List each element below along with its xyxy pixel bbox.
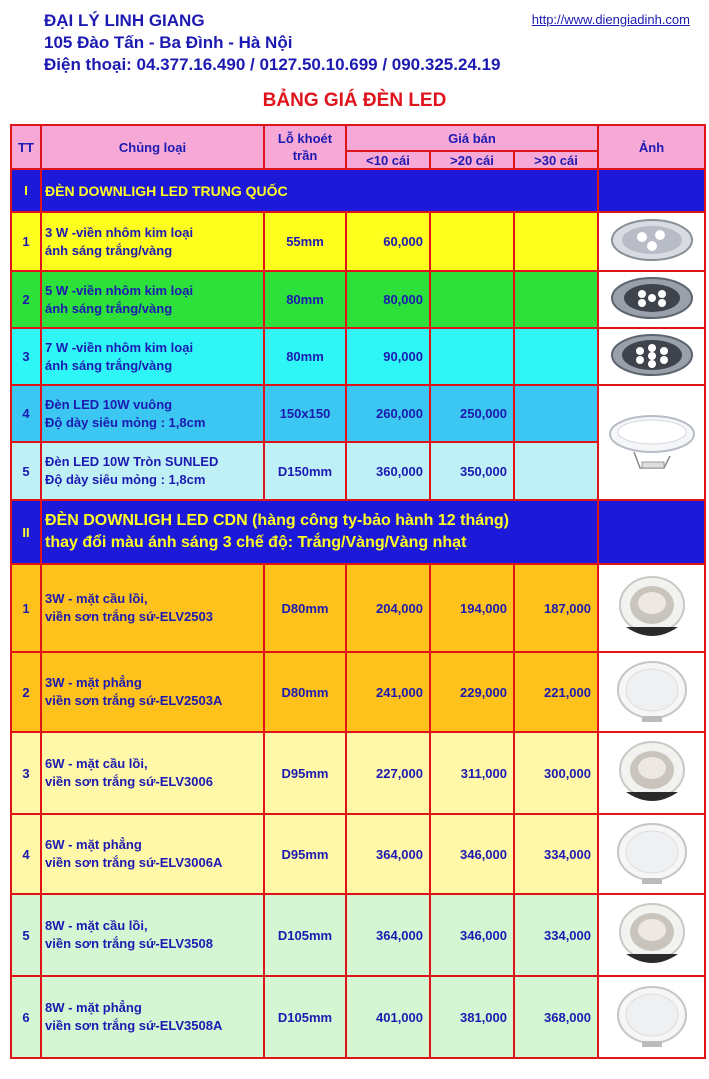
section-title: ĐÈN DOWNLIGH LED TRUNG QUỐC bbox=[41, 169, 598, 212]
table-row: 2 3W - mặt phẳng viền sơn trắng sứ-ELV2503A D80mm 241,000 229,000 221,000 bbox=[11, 652, 705, 732]
product-image bbox=[598, 652, 705, 732]
table-row: 1 3 W -viền nhôm kim loại ánh sáng trắng/vàng 55mm 60,000 bbox=[11, 212, 705, 271]
product-image bbox=[598, 212, 705, 271]
header-hole: Lỗ khoét trần bbox=[264, 125, 346, 169]
header-tt: TT bbox=[11, 125, 41, 169]
downlight-convex-icon bbox=[612, 736, 692, 808]
header-price: Giá bán bbox=[346, 125, 598, 151]
product-image bbox=[598, 894, 705, 976]
header-qty-under-10: <10 cái bbox=[346, 151, 430, 169]
product-image bbox=[598, 328, 705, 385]
table-row: 1 3W - mặt cầu lồi, viền sơn trắng sứ-ELV2503 D80mm 204,000 194,000 187,000 bbox=[11, 564, 705, 652]
spotlight-5-icon bbox=[607, 274, 697, 322]
company-header bbox=[44, 10, 704, 76]
website-link[interactable]: http://www.diengiadinh.com bbox=[531, 12, 690, 27]
section-row bbox=[11, 500, 705, 564]
product-image bbox=[598, 732, 705, 814]
table-row: 3 6W - mặt cầu lồi, viền sơn trắng sứ-ELV3006 D95mm 227,000 311,000 300,000 bbox=[11, 732, 705, 814]
section-number: I bbox=[11, 169, 41, 212]
price-table bbox=[10, 124, 706, 1059]
company-phone: Điện thoại: 04.377.16.490 / 0127.50.10.699 / 090.325.24.19 bbox=[44, 55, 501, 74]
header-type: Chủng loại bbox=[41, 125, 264, 169]
downlight-flat-icon bbox=[612, 656, 692, 726]
table-row: 2 5 W -viền nhôm kim loại ánh sáng trắng/vàng 80mm 80,000 bbox=[11, 271, 705, 328]
product-image bbox=[598, 271, 705, 328]
table-row: 6 8W - mặt phẳng viền sơn trắng sứ-ELV3508A D105mm 401,000 381,000 368,000 bbox=[11, 976, 705, 1058]
table-row: 4 6W - mặt phẳng viền sơn trắng sứ-ELV3006A D95mm 364,000 346,000 334,000 bbox=[11, 814, 705, 894]
product-image bbox=[598, 564, 705, 652]
section-title: ĐÈN DOWNLIGH LED CDN (hàng công ty-bảo hành 12 tháng) thay đổi màu ánh sáng 3 chế độ: Trắng/Vàng/Vàng nhạt bbox=[41, 500, 598, 564]
downlight-convex-icon bbox=[612, 569, 692, 645]
downlight-flat-icon bbox=[612, 981, 692, 1051]
header-qty-over-30: >30 cái bbox=[514, 151, 598, 169]
company-name: ĐẠI LÝ LINH GIANG bbox=[44, 11, 205, 30]
spotlight-3-icon bbox=[602, 215, 702, 265]
section-number: II bbox=[11, 500, 41, 564]
product-image bbox=[598, 385, 705, 500]
company-address: 105 Đào Tấn - Ba Đình - Hà Nội bbox=[44, 33, 293, 52]
product-image bbox=[598, 976, 705, 1058]
table-row: 3 7 W -viền nhôm kim loại ánh sáng trắng/vàng 80mm 90,000 bbox=[11, 328, 705, 385]
table-row: 5 8W - mặt cầu lồi, viền sơn trắng sứ-ELV3508 D105mm 364,000 346,000 334,000 bbox=[11, 894, 705, 976]
panel-light-icon bbox=[604, 396, 700, 486]
table-row: 5 Đèn LED 10W Tròn SUNLED Độ dày siêu mỏng : 1,8cm D150mm 360,000 350,000 bbox=[11, 442, 705, 500]
spotlight-7-icon bbox=[607, 331, 697, 379]
header-qty-over-20: >20 cái bbox=[430, 151, 514, 169]
downlight-convex-icon bbox=[612, 898, 692, 970]
page-title: BẢNG GIÁ ĐÈN LED bbox=[262, 90, 447, 111]
table-row: 4 Đèn LED 10W vuông Độ dày siêu mỏng : 1,8cm 150x150 260,000 250,000 bbox=[11, 385, 705, 442]
product-image bbox=[598, 814, 705, 894]
section-row bbox=[11, 169, 705, 212]
downlight-flat-icon bbox=[612, 818, 692, 888]
header-image: Ảnh bbox=[598, 125, 705, 169]
